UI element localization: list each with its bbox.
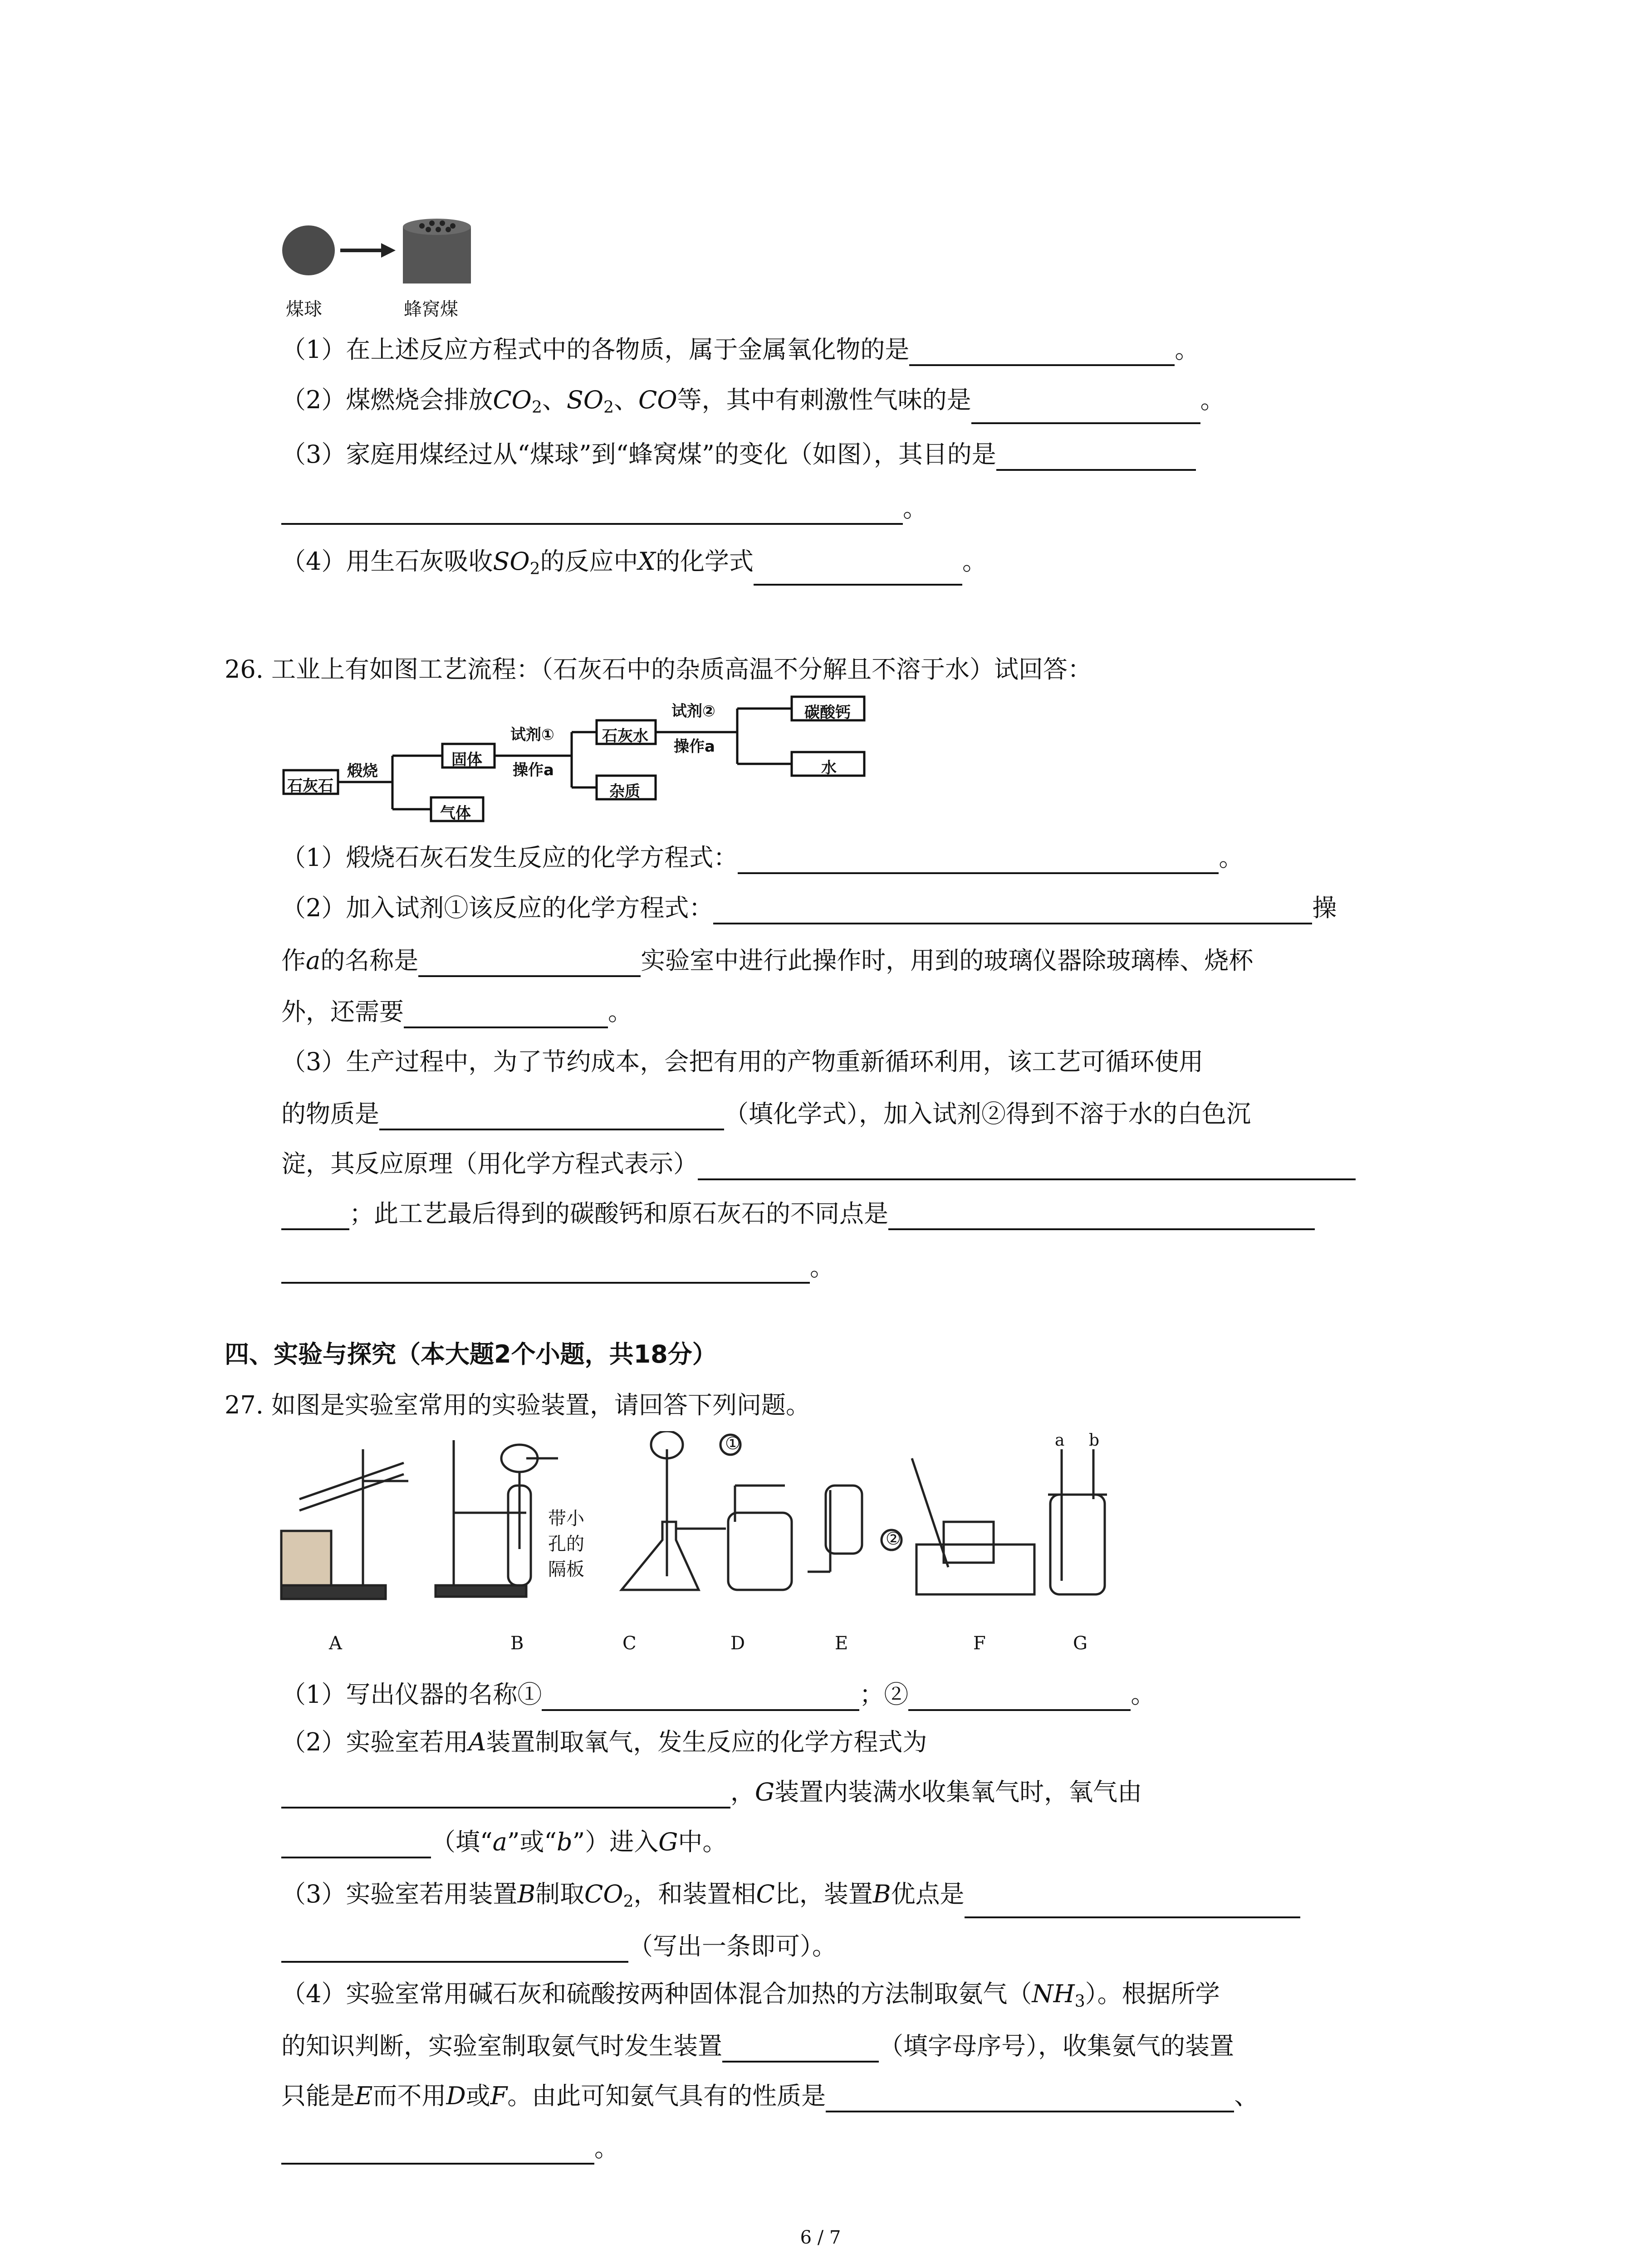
q25-part2: （2）煤燃烧会排放$CO_2$、$SO_2$、CO等，其中有刺激性气味的是 。 bbox=[281, 384, 1225, 424]
flow-calcine: 煅烧 bbox=[347, 762, 378, 780]
q27-p1-instrument2-blank[interactable] bbox=[908, 1683, 1131, 1711]
q26-p2-instrument-blank[interactable] bbox=[404, 1000, 608, 1028]
apparatus-label-c: C bbox=[622, 1633, 637, 1654]
flow-reagent1: 试剂① bbox=[510, 726, 554, 744]
q26-p3-equation-blank-1[interactable] bbox=[698, 1152, 1356, 1180]
q25-p1-answer-blank[interactable] bbox=[909, 338, 1175, 366]
q26-stem: 26. 工业上有如图工艺流程：（石灰石中的杂质高温不分解且不溶于水）试回答： bbox=[225, 655, 1092, 684]
q25-p2-answer-blank[interactable] bbox=[971, 396, 1200, 424]
q26-part3-line5: 。 bbox=[281, 1251, 834, 1284]
q25-part3-cont: 。 bbox=[281, 492, 927, 525]
q27-p4-device-blank[interactable] bbox=[722, 2034, 879, 2063]
q25-part1: （1）在上述反应方程式中的各物质，属于金属氧化物的是 。 bbox=[281, 333, 1199, 366]
apparatus-label-d: D bbox=[730, 1633, 745, 1654]
q25-part3: （3）家庭用煤经过从“煤球”到“蜂窝煤”的变化（如图），其目的是 bbox=[281, 438, 1196, 471]
flow-caco3: 碳酸钙 bbox=[804, 704, 851, 722]
honeycomb-top bbox=[403, 219, 471, 235]
label-circle-1: ① bbox=[725, 1433, 741, 1453]
q27-p3-advantage-blank-2[interactable] bbox=[281, 1935, 628, 1963]
q25-p3-answer-blank-1[interactable] bbox=[996, 443, 1196, 471]
flow-limestone: 石灰石 bbox=[287, 777, 333, 795]
section-4-heading: 四、实验与探究（本大题2个小题，共18分） bbox=[225, 1340, 717, 1369]
q26-flow-diagram bbox=[279, 694, 914, 830]
flow-limewater: 石灰水 bbox=[602, 727, 648, 745]
q25-part4: （4）用生石灰吸收$SO_2$的反应中X的化学式 。 bbox=[281, 545, 987, 586]
coal-ball-label: 煤球 bbox=[286, 299, 322, 320]
coal-ball-shape bbox=[282, 225, 335, 275]
q27-part1: （1）写出仪器的名称① ；② 。 bbox=[281, 1678, 1155, 1711]
perforated-plate-note: 带小 孔的 隔板 bbox=[548, 1508, 584, 1580]
q26-part2: （2）加入试剂①该反应的化学方程式： 操 bbox=[281, 892, 1337, 924]
q27-stem: 27. 如图是实验室常用的实验装置，请回答下列问题。 bbox=[225, 1391, 811, 1419]
q27-part4-line4: 。 bbox=[281, 2132, 619, 2165]
q26-part3-line2: 的物质是 （填化学式），加入试剂②得到不溶于水的白色沉 bbox=[281, 1098, 1251, 1130]
flow-water: 水 bbox=[821, 759, 837, 777]
q27-part4: （4）实验室常用碱石灰和硫酸按两种固体混合加热的方法制取氨气$(NH_3)$。根据所学 bbox=[281, 1980, 1220, 2011]
q27-apparatus-figure bbox=[272, 1431, 1148, 1667]
q27-p1-instrument1-blank[interactable] bbox=[542, 1683, 859, 1711]
apparatus-label-e: E bbox=[835, 1633, 848, 1654]
q27-part4-line3: 只能是E而不用D或F。由此可知氨气具有的性质是 、 bbox=[281, 2080, 1259, 2112]
q26-p3-difference-blank-2[interactable] bbox=[281, 1256, 810, 1284]
q27-part3-line2: （写出一条即可）。 bbox=[281, 1930, 837, 1963]
q26-part3: （3）生产过程中，为了节约成本，会把有用的产物重新循环利用，该工艺可循环使用 bbox=[281, 1047, 1204, 1076]
q25-p4-answer-blank[interactable] bbox=[754, 557, 962, 586]
apparatus-label-g: G bbox=[1073, 1633, 1087, 1654]
q26-part3-line4: ；此工艺最后得到的碳酸钙和原石灰石的不同点是 bbox=[281, 1198, 1315, 1230]
q27-p2-equation-blank[interactable] bbox=[281, 1780, 730, 1809]
coal-figure bbox=[277, 218, 485, 327]
q26-part3-line3: 淀，其反应原理（用化学方程式表示） bbox=[281, 1148, 1356, 1180]
q27-p4-property-blank-2[interactable] bbox=[281, 2136, 594, 2165]
flow-impurity: 杂质 bbox=[609, 782, 640, 801]
port-a-label: a bbox=[1055, 1431, 1065, 1450]
q26-p2-operation-blank[interactable] bbox=[418, 949, 641, 977]
q27-part4-line2: 的知识判断，实验室制取氨气时发生装置 （填字母序号），收集氨气的装置 bbox=[281, 2030, 1234, 2063]
q26-part2-line2: 作a的名称是 实验室中进行此操作时，用到的玻璃仪器除玻璃棒、烧杯 bbox=[281, 944, 1253, 977]
apparatus-label-b: B bbox=[510, 1633, 524, 1654]
apparatus-label-a: A bbox=[329, 1633, 342, 1654]
q26-p1-answer-blank[interactable] bbox=[738, 846, 1219, 874]
q25-p3-answer-blank-2[interactable] bbox=[281, 497, 903, 525]
q27-p2-port-blank[interactable] bbox=[281, 1830, 431, 1858]
coal-arrow-head bbox=[381, 243, 396, 258]
flow-gas: 气体 bbox=[440, 804, 471, 822]
q26-p3-difference-blank-1[interactable] bbox=[888, 1202, 1315, 1230]
label-circle-2: ② bbox=[886, 1529, 901, 1549]
q27-part2: （2）实验室若用A装置制取氧气，发生反应的化学方程式为 bbox=[281, 1728, 927, 1756]
apparatus-label-f: F bbox=[973, 1633, 986, 1654]
apparatus-drawing bbox=[272, 1431, 1148, 1667]
q27-p3-advantage-blank-1[interactable] bbox=[965, 1890, 1300, 1918]
q26-part2-line3: 外，还需要 。 bbox=[281, 996, 632, 1028]
flow-solid: 固体 bbox=[451, 751, 482, 769]
q26-p3-substance-blank[interactable] bbox=[379, 1102, 724, 1130]
q27-p4-property-blank-1[interactable] bbox=[826, 2084, 1234, 2112]
q26-p3-equation-blank-2[interactable] bbox=[281, 1202, 349, 1230]
q27-part2-line3: （填“a”或“b”）进入G中。 bbox=[281, 1826, 727, 1858]
q27-part2-line2: ，G装置内装满水收集氧气时，氧气由 bbox=[281, 1776, 1142, 1809]
port-b-label: b bbox=[1089, 1431, 1100, 1450]
flow-reagent2: 试剂② bbox=[671, 702, 715, 720]
honeycomb-body bbox=[403, 227, 471, 284]
flow-operation-a2: 操作a bbox=[674, 738, 715, 756]
q26-part1: （1）煅烧石灰石发生反应的化学方程式： 。 bbox=[281, 841, 1243, 874]
flow-operation-a1: 操作a bbox=[513, 761, 554, 779]
q27-part3: （3）实验室若用装置B制取$CO_2$，和装置相C比，装置B优点是 bbox=[281, 1878, 1300, 1918]
honeycomb-coal-label: 蜂窝煤 bbox=[404, 299, 458, 320]
page-number: 6 / 7 bbox=[800, 2227, 841, 2248]
q26-p2-equation-blank[interactable] bbox=[713, 896, 1312, 924]
